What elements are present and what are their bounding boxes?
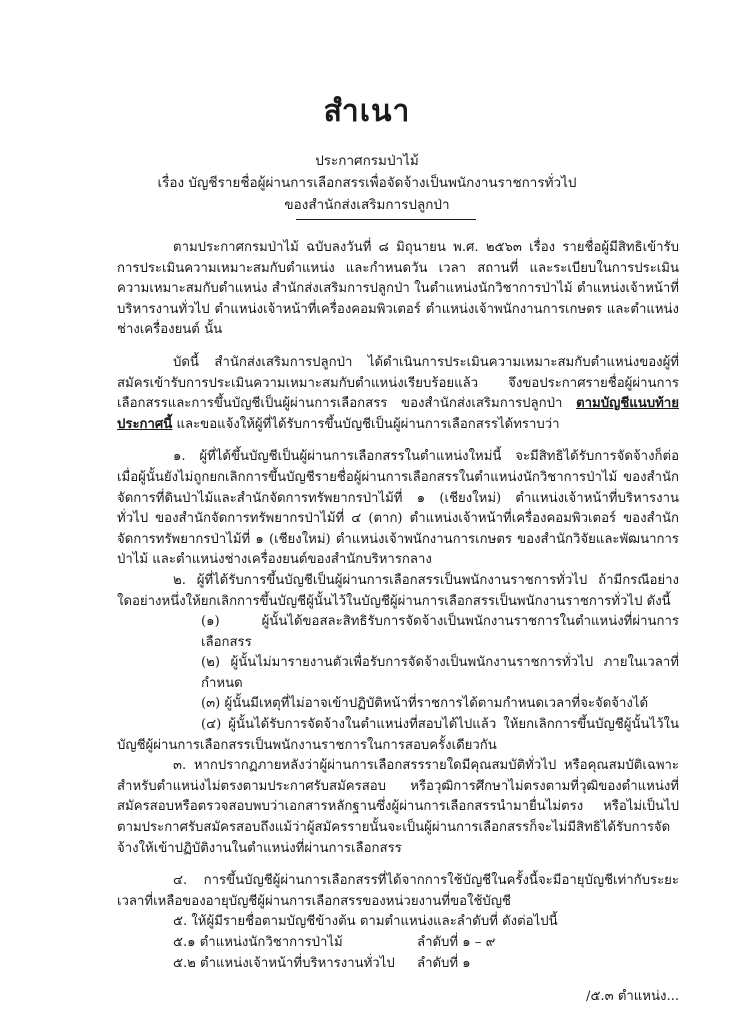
header-unit: ของสำนักส่งเสริมการปลูกป่า	[284, 197, 450, 213]
paragraph-reference: ตามประกาศกรมป่าไม้ ฉบับลงวันที่ ๘ มิถุนายน พ.ศ. ๒๕๖๓ เรื่อง รายชื่อผู้มีสิทธิเข้ารับการประเมินความเหมาะสมกับตำแหน่ง และกำหนดวัน เวลา สถานที่ และระเบียบในการประเมินความเหมาะสมกับตำแหน่ง สำนักส่งเสริมการปลูกป่า ในตำแหน่งนักวิชาการป่าไม้ ตำแหน่งเจ้าหน้าที่บริหารงานทั่วไป ตำแหน่งเจ้าหน้าที่เครื่องคอมพิวเตอร์ ตำแหน่งเจ้าพนักงานการเกษตร และตำแหน่งช่างเครื่องยนต์ นั้น	[117, 240, 679, 338]
announcement-header	[0, 150, 734, 216]
position-name: ๕.๑ ตำแหน่งนักวิชาการป่าไม้	[173, 935, 343, 950]
clause-2-sub-3: (๓) ผู้นั้นมีเหตุที่ไม่อาจเข้าปฏิบัติหน้าที่ราชการได้ตามกำหนดเวลาที่จะจัดจ้างได้	[201, 696, 649, 712]
clause-4: ๔. การขึ้นบัญชีผู้ผ่านการเลือกสรรที่ได้จากการใช้บัญชีในครั้งนี้จะมีอายุบัญชีเท่ากับระยะเวลาที่เหลือของอายุบัญชีผู้ผ่านการเลือกสรรของหน่วยงานที่ขอใช้บัญชี	[117, 873, 679, 909]
clause-5: ๕. ให้ผู้มีรายชื่อตามบัญชีข้างต้น ตามตำแหน่งและลำดับที่ ดังต่อไปนี้	[173, 914, 558, 930]
clause-2: ๒. ผู้ที่ได้รับการขึ้นบัญชีเป็นผู้ผ่านการเลือกสรรเป็นพนักงานราชการทั่วไป ถ้ามีกรณีอย่างใดอย่างหนึ่งให้ยกเลิกการขึ้นบัญชีผู้นั้นไว้ในบัญชีผู้ผ่านการเลือกสรรเป็นพนักงานราชการทั่วไป ดังนี้	[117, 572, 679, 609]
copy-stamp: สำเนา	[323, 94, 411, 129]
clause-2-sub-2: (๒) ผู้นั้นไม่มารายงานตัวเพื่อรับการจัดจ้างเป็นพนักงานราชการทั่วไป ภายในเวลาที่กำหนด	[201, 655, 679, 691]
clause-1: ๑. ผู้ที่ได้ขึ้นบัญชีเป็นผู้ผ่านการเลือกสรรในตำแหน่งใหม่นี้ จะมีสิทธิได้รับการจัดจ้างก็ต่อเมื่อผู้นั้นยังไม่ถูกยกเลิกการขึ้นบัญชีรายชื่อผู้ผ่านการเลือกสรรในตำแหน่งนักวิชาการป่าไม้ ของสำนักจัดการที่ดินป่าไม้และสำนักจัดการทรัพยากรป่าไม้ที่ ๑ (เชียงใหม่) ตำแหน่งเจ้าหน้าที่บริหารงานทั่วไป ของสำนักจัดการทรัพยากรป่าไม้ที่ ๔ (ตาก) ตำแหน่งเจ้าหน้าที่เครื่องคอมพิวเตอร์ ของสำนักจัดการทรัพยากรป่าไม้ที่ ๑ (เชียงใหม่) ตำแหน่งเจ้าพนักงานการเกษตร ของสำนักวิจัยและพัฒนาการป่าไม้ และตำแหน่งช่างเครื่องยนต์ของสำนักบริหารกลาง	[117, 449, 679, 568]
clause-2-sub-1: (๑) ผู้นั้นได้ขอสละสิทธิรับการจัดจ้างเป็นพนักงานราชการในตำแหน่งที่ผ่านการเลือกสรร	[201, 614, 679, 650]
continuation-marker: /๕.๓ ตำแหน่ง...	[586, 989, 680, 1004]
position-name: ๕.๒ ตำแหน่งเจ้าหน้าที่บริหารงานทั่วไป	[173, 955, 395, 971]
position-row	[117, 954, 679, 975]
clause-3: ๓. หากปรากฏภายหลังว่าผู้ผ่านการเลือกสรรรายใดมีคุณสมบัติทั่วไป หรือคุณสมบัติเฉพาะสำหรับตำแหน่งไม่ตรงตามประกาศรับสมัครสอบ หรือวุฒิการศึกษาไม่ตรงตามที่วุฒิของตำแหน่งที่สมัครสอบหรือตรวจสอบพบว่าเอกสารหลักฐานซึ่งผู้ผ่านการเลือกสรรนำมายื่นไม่ตรง หรือไม่เป็นไปตามประกาศรับสมัครสอบถึงแม้ว่าผู้สมัครรายนั้นจะเป็นผู้ผ่านการเลือกสรรก็จะไม่มีสิทธิได้รับการจัดจ้างให้เข้าปฏิบัติงานในตำแหน่งที่ผ่านการเลือกสรร	[117, 758, 679, 856]
paragraph-announcement-text-a: บัดนี้ สำนักส่งเสริมการปลูกป่า ได้ดำเนินการประเมินความเหมาะสมกับตำแหน่งของผู้ที่สมัครเข้ารับการประเมินความเหมาะสมกับตำแหน่งเรียบร้อยแล้ว จึงขอประกาศรายชื่อผู้ผ่านการเลือกสรรและการขึ้นบัญชีเป็นผู้ผ่านการเลือกสรร ของสำนักส่งเสริมการปลูกป่า	[117, 354, 679, 412]
attached-list-reference: ตามบัญชีแนบท้ายประกาศนี้	[117, 396, 679, 432]
paragraph-announcement-text-b: และขอแจ้งให้ผู้ที่ได้รับการขึ้นบัญชีเป็นผู้ผ่านการเลือกสรรได้ทราบว่า	[172, 416, 560, 432]
header-issuer: ประกาศกรมป่าไม้	[315, 153, 419, 169]
announcement-body	[117, 238, 679, 974]
position-row	[117, 933, 679, 954]
position-list	[117, 933, 679, 974]
header-divider	[296, 219, 476, 220]
header-subject: เรื่อง บัญชีรายชื่อผู้ผ่านการเลือกสรรเพื่อจัดจ้างเป็นพนักงานราชการทั่วไป	[157, 175, 577, 191]
clause-2-sub-4: (๔) ผู้นั้นได้รับการจัดจ้างในตำแหน่งที่สอบได้ไปแล้ว ให้ยกเลิกการขึ้นบัญชีผู้นั้นไว้ในบัญชีผู้ผ่านการเลือกสรรเป็นพนักงานราชการในการสอบครั้งเดียวกัน	[117, 717, 679, 753]
paragraph-announcement	[117, 353, 679, 435]
position-rank: ลำดับที่ ๑ – ๙	[417, 935, 496, 950]
position-rank: ลำดับที่ ๑	[417, 955, 471, 971]
